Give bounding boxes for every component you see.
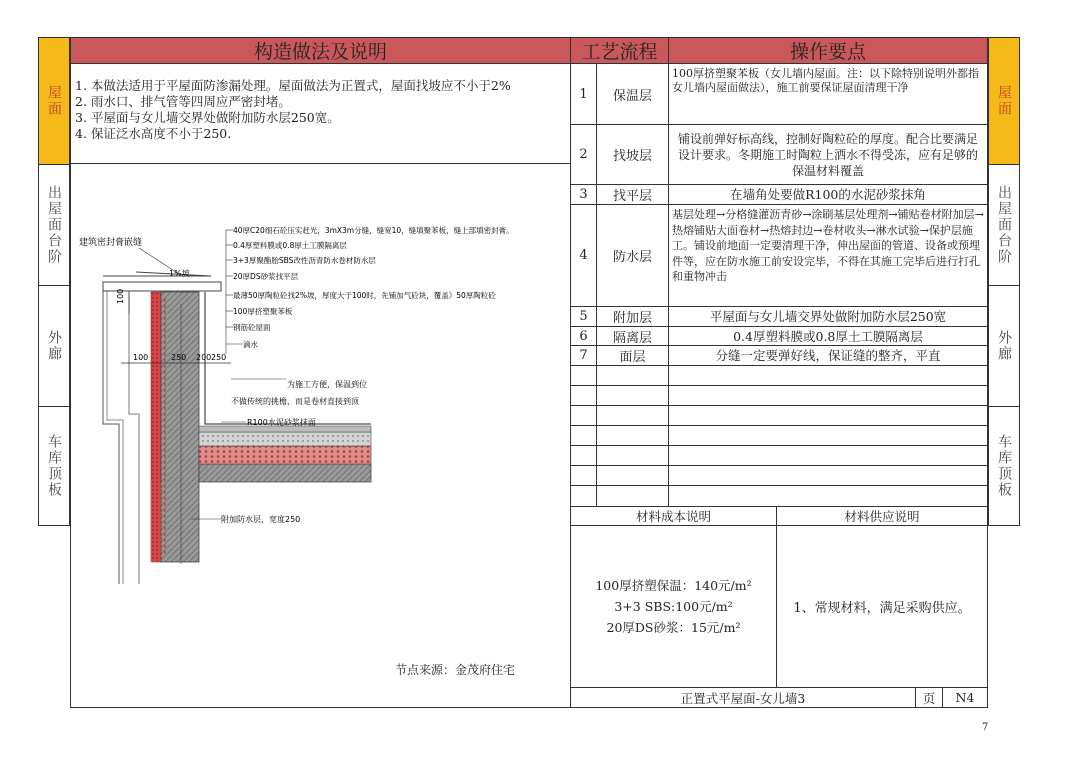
blank-row [668,485,988,507]
left-tab-label: 屋面 [46,85,62,117]
blank-row [570,385,597,406]
right-tab-label: 车库顶板 [996,434,1012,498]
label-slope: 1%坡 [169,269,190,278]
step-num-text: 6 [579,328,588,344]
step-name [596,306,669,327]
step-num [570,306,597,327]
step-name-text: 找坡层 [612,149,652,164]
blank-row [668,465,988,486]
note-additional: 附加防水层，宽度250 [221,515,301,524]
layer-callouts [226,225,514,349]
blank-row [668,405,988,426]
layer-label: 3+3厚聚酯胎SBS改性沥青防水卷材防水层 [233,256,376,265]
dim-label: 250 [171,353,187,362]
note-line: 2. 雨水口、排气管等四周应严密封堵。 [75,94,291,109]
step-desc-text: 基层处理→分格缝灌沥青砂→涂刷基层处理剂→铺贴卷材附加层→热熔铺贴大面卷材→热熔封边→卷材收头→淋水试验→保护层施工。铺设前地面一定要清理干净，伸出屋面的管道、设备或预埋件等，应在防水施工前安设完毕，不得在其施工完毕后进行打孔和重物冲击 [672,208,984,283]
step-num-text: 7 [579,348,588,363]
label-seal: 建筑密封膏嵌缝 [79,238,143,248]
blank-row [668,425,988,446]
cost-line: 3+3 SBS:100元/m² [614,599,733,614]
step-name [596,124,669,185]
step-num-text: 4 [579,248,588,263]
footer-title [570,687,916,708]
step-num [570,124,597,185]
step-num-text: 2 [579,147,588,162]
blank-row [570,465,597,486]
blank-row [668,445,988,466]
header-process-text: 工艺流程 [581,41,658,63]
footer-page-no-text: N4 [955,690,975,705]
drawing-area [70,163,571,708]
blank-row [596,485,669,507]
step-desc-text: 100厚挤塑聚苯板（女儿墙内屋面。注：以下除特别说明外都指女儿墙内屋面做法），施工前要保证屋面清理干净 [672,67,979,94]
cost-line: 100厚挤塑保温：140元/m² [595,578,752,593]
right-tab-steps[interactable] [988,164,1020,286]
step-desc-text: 0.4厚塑料膜或0.8厚土工膜隔离层 [733,328,923,344]
supply-title-text: 材料供应说明 [844,509,920,524]
note-line: 1. 本做法适用于平屋面防渗漏处理。屋面做法为正置式，屋面找坡应不小于2% [75,78,511,93]
step-name [596,184,669,205]
notes-box [70,63,571,164]
blank-row [668,385,988,406]
layer-label: 0.4厚塑料膜或0.8厚土工膜隔离层 [233,241,347,250]
step-desc [668,63,988,125]
cost-title-text: 材料成本说明 [635,509,711,524]
right-tab-corridor[interactable] [988,285,1020,407]
header-operation-text: 操作要点 [789,41,866,63]
header-construction-text: 构造做法及说明 [253,41,387,63]
cost-body [570,525,777,688]
page-number [982,722,988,733]
left-tab-garage[interactable] [38,406,70,526]
dim-label: 100 [133,353,149,362]
step-name-text: 附加层 [612,311,652,326]
note-convenience-2: 不做传统的挑檐，而是卷材直接到顶 [231,397,359,406]
step-name [596,63,669,125]
step-name-text: 隔离层 [612,330,652,346]
supply-body [776,525,988,688]
step-name [596,204,669,307]
step-num-text: 1 [579,86,588,102]
step-desc-text: 在墙角处要做R100的水泥砂浆抹角 [730,187,926,202]
footer-page-label [915,687,943,708]
dim-label: 200 [196,353,212,362]
section-drawing [71,164,572,709]
blank-row [668,365,988,386]
header-operation [668,37,988,64]
step-num [570,345,597,366]
step-num [570,184,597,205]
blank-row [570,365,597,386]
left-tab-label: 出屋面台阶 [46,185,62,265]
step-desc [668,345,988,366]
step-num [570,326,597,346]
blank-row [570,485,597,507]
layer-label: 滴水 [243,340,258,349]
step-name-text: 面层 [619,350,646,365]
cost-line: 20厚DS砂浆：15元/m² [606,620,741,635]
right-tab-garage[interactable] [988,406,1020,526]
blank-row [570,425,597,446]
note-line: 3. 平屋面与女儿墙交界处做附加防水层250宽。 [75,110,340,125]
layer-label: 20厚DS砂浆找平层 [233,272,299,281]
blank-row [596,445,669,466]
step-desc [668,326,988,346]
step-name [596,345,669,366]
footer-page-label-text: 页 [922,690,936,706]
cost-title [570,506,777,526]
blank-row [596,405,669,426]
layer-label: 最薄50厚陶粒砼找2%坡，厚度大于100时，先铺加气砼块，覆盖》50厚陶粒砼 [233,291,496,300]
right-tab-label: 外廊 [996,330,1012,362]
blank-row [596,385,669,406]
source-note [395,661,515,678]
blank-row [596,425,669,446]
supply-text: 1、常规材料，满足采购供应。 [793,601,971,616]
footer-title-text: 正置式平屋面-女儿墙3 [680,690,806,706]
step-desc-text: 平屋面与女儿墙交界处做附加防水层250宽 [709,309,947,324]
note-line: 4. 保证泛水高度不小于250. [75,126,232,141]
layer-label: 钢筋砼屋面 [233,323,271,332]
step-name-text: 保温层 [612,88,652,104]
note-convenience-1: 为施工方便，保温到位 [287,380,367,389]
step-desc [668,124,988,185]
step-name-text: 防水层 [612,250,652,265]
header-construction [70,37,571,64]
step-desc-text: 分缝一定要弹好线，保证缝的整齐，平直 [715,348,941,363]
layer-label: 40厚C20细石砼压实赶光，3mX3m分缝，缝宽10，缝填聚苯板，缝上部填密封膏。 [233,226,514,235]
step-desc [668,306,988,327]
source-text: 节点来源：金茂府住宅 [395,663,516,677]
header-process [570,37,669,64]
step-num-text: 3 [579,187,588,202]
right-tab-label: 屋面 [996,85,1012,117]
supply-title [776,506,988,526]
note-r100: R100水泥砂浆抹面 [247,418,316,427]
blank-row [570,405,597,426]
left-tab-label: 车库顶板 [46,434,62,498]
blank-row [596,365,669,386]
step-desc [668,184,988,205]
page-number-text: 7 [982,722,989,733]
layer-label: 100厚挤塑聚苯板 [233,307,293,316]
blank-row [596,465,669,486]
step-num [570,63,597,125]
left-tab-steps[interactable] [38,164,70,286]
step-name [596,326,669,346]
left-tab-label: 外廊 [46,330,62,362]
step-desc [668,204,988,307]
step-name-text: 找平层 [612,189,652,204]
dim-label: 100 [116,288,125,304]
step-num-text: 5 [579,309,588,324]
right-tab-label: 出屋面台阶 [996,185,1012,265]
dim-label: 250 [211,353,227,362]
step-num [570,204,597,307]
step-desc-text: 铺设前弹好标高线，控制好陶粒砼的厚度。配合比要满足设计要求。冬期施工时陶粒上洒水不得受冻，应有足够的保温材料覆盖 [677,131,978,178]
blank-row [570,445,597,466]
left-tab-corridor[interactable] [38,285,70,407]
left-tab-roof[interactable] [38,37,70,165]
footer-page-no [942,687,988,708]
right-tab-roof[interactable] [988,37,1020,165]
